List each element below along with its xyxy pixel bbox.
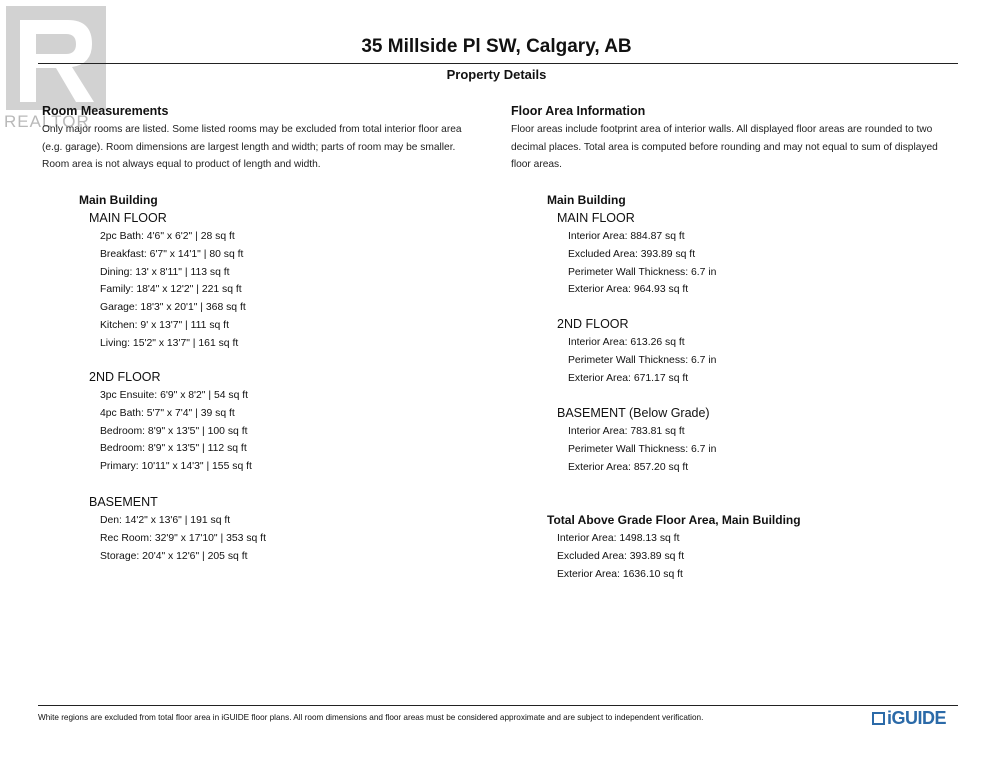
room-building-heading: Main Building <box>79 193 158 207</box>
iguide-mark-icon <box>872 712 885 725</box>
list-item: Bedroom: 8'9" x 13'5" | 112 sq ft <box>100 443 247 455</box>
list-item: Interior Area: 884.87 sq ft <box>568 231 685 242</box>
room-list-basement <box>100 512 266 565</box>
list-item: Rec Room: 32'9" x 17'10" | 353 sq ft <box>100 532 266 544</box>
area-list-basement <box>568 423 716 476</box>
area-floor-heading-main: MAIN FLOOR <box>557 211 635 225</box>
room-measurements-heading: Room Measurements <box>42 104 169 118</box>
floor-area-heading: Floor Area Information <box>511 104 646 118</box>
room-list-main-floor <box>100 228 246 353</box>
room-list-2nd-floor <box>100 387 252 476</box>
note-line: decimal places. Total area is computed before rounding and may not equal to sum of displayed <box>511 141 938 153</box>
list-item: Breakfast: 6'7" x 14'1" | 80 sq ft <box>100 248 244 260</box>
note-line: (e.g. garage). Room dimensions are largest length and width; parts of room may be smaller. <box>42 141 456 153</box>
list-item: Den: 14'2" x 13'6" | 191 sq ft <box>100 515 231 526</box>
note-line: Floor areas include footprint area of interior walls. All displayed floor areas are rounded to two <box>511 124 933 135</box>
list-item: Interior Area: 613.26 sq ft <box>568 337 685 348</box>
list-item: 2pc Bath: 4'6" x 6'2" | 28 sq ft <box>100 231 235 242</box>
list-item: Exterior Area: 1636.10 sq ft <box>557 568 683 580</box>
total-area-list <box>557 530 684 583</box>
list-item: Primary: 10'11" x 14'3" | 155 sq ft <box>100 461 252 473</box>
list-item: Bedroom: 8'9" x 13'5" | 100 sq ft <box>100 425 248 437</box>
room-floor-heading-2nd: 2ND FLOOR <box>89 370 161 384</box>
property-details-subtitle: Property Details <box>446 67 547 82</box>
area-floor-heading-basement: BASEMENT (Below Grade) <box>557 406 710 420</box>
property-address-title: 35 Millside Pl SW, Calgary, AB <box>361 36 632 57</box>
list-item: Excluded Area: 393.89 sq ft <box>568 248 696 260</box>
list-item: Living: 15'2" x 13'7" | 161 sq ft <box>100 337 239 349</box>
note-line: floor areas. <box>511 159 562 171</box>
footer-divider <box>38 705 958 706</box>
list-item: Exterior Area: 857.20 sq ft <box>568 461 689 473</box>
list-item: Kitchen: 9' x 13'7" | 111 sq ft <box>100 319 229 331</box>
area-building-heading: Main Building <box>547 193 626 207</box>
area-list-main-floor <box>568 228 716 299</box>
list-item: Storage: 20'4" x 12'6" | 205 sq ft <box>100 550 248 562</box>
area-floor-heading-2nd: 2ND FLOOR <box>557 317 629 331</box>
list-item: Exterior Area: 671.17 sq ft <box>568 372 689 384</box>
list-item: Family: 18'4" x 12'2" | 221 sq ft <box>100 284 242 296</box>
note-line: Room area is not always equal to product of length and width. <box>42 159 321 171</box>
list-item: Excluded Area: 393.89 sq ft <box>557 550 685 562</box>
list-item: Garage: 18'3" x 20'1" | 368 sq ft <box>100 302 246 314</box>
list-item: Interior Area: 783.81 sq ft <box>568 426 685 437</box>
floor-area-note <box>511 121 971 174</box>
room-floor-heading-main: MAIN FLOOR <box>89 211 167 225</box>
realtor-logo-text: REALTOR <box>4 112 90 131</box>
area-list-2nd-floor <box>568 334 716 387</box>
total-area-heading: Total Above Grade Floor Area, Main Building <box>547 513 801 527</box>
note-line: Only major rooms are listed. Some listed rooms may be excluded from total interior floor area <box>42 124 462 135</box>
list-item: Interior Area: 1498.13 sq ft <box>557 533 680 544</box>
footer-disclaimer: White regions are excluded from total floor area in iGUIDE floor plans. All room dimensions and floor areas must be considered approximate and are subject to independent verification. <box>38 713 704 722</box>
list-item: 3pc Ensuite: 6'9" x 8'2" | 54 sq ft <box>100 390 249 401</box>
list-item: Exterior Area: 964.93 sq ft <box>568 284 689 296</box>
header-divider <box>38 63 958 64</box>
room-measurements-note <box>42 121 492 174</box>
list-item: 4pc Bath: 5'7" x 7'4" | 39 sq ft <box>100 407 235 419</box>
list-item: Perimeter Wall Thickness: 6.7 in <box>568 443 717 455</box>
room-floor-heading-basement: BASEMENT <box>89 495 158 509</box>
iguide-logo <box>872 708 946 729</box>
iguide-logo-text: iGUIDE <box>887 708 947 728</box>
realtor-r-icon <box>6 6 106 110</box>
realtor-logo <box>6 6 106 110</box>
list-item: Perimeter Wall Thickness: 6.7 in <box>568 354 717 366</box>
list-item: Dining: 13' x 8'11" | 113 sq ft <box>100 266 230 278</box>
list-item: Perimeter Wall Thickness: 6.7 in <box>568 266 717 278</box>
